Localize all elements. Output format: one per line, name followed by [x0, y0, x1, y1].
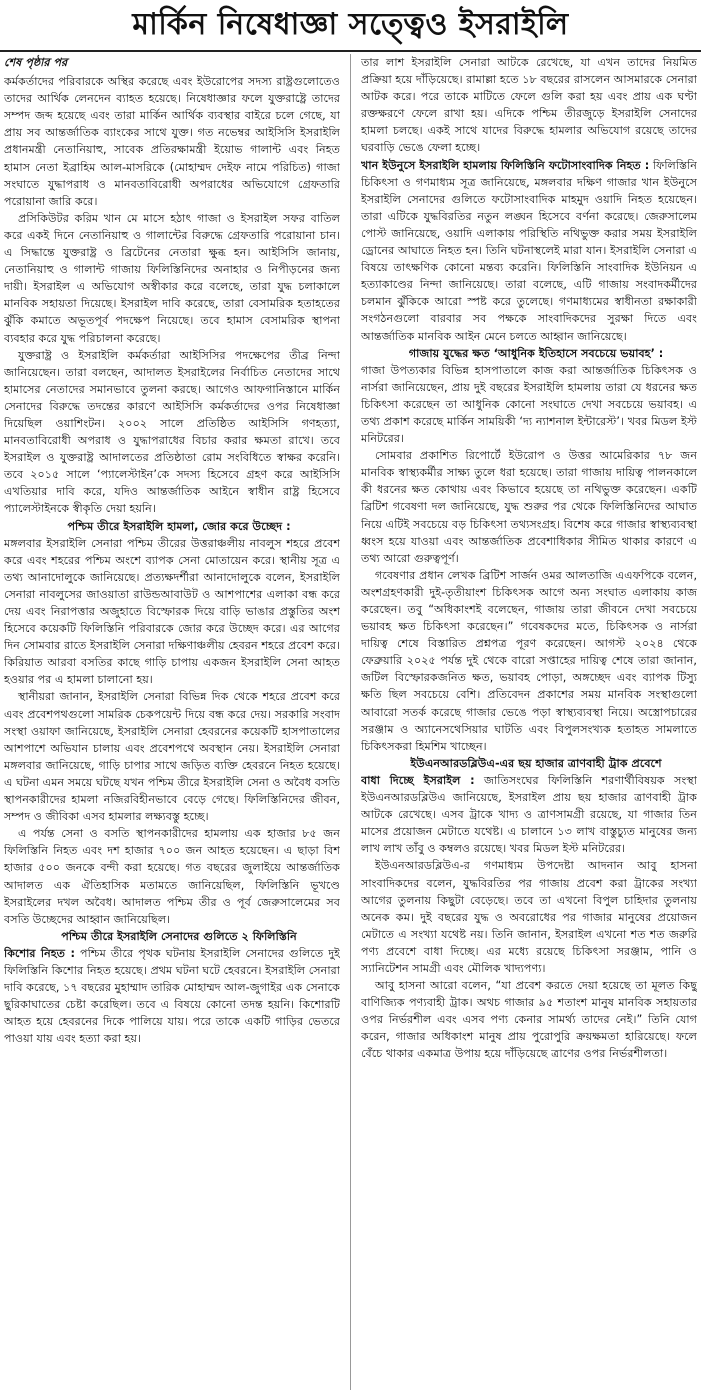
paragraph: গাজা উপত্যকার বিভিন্ন হাসপাতালে কাজ করা আন্তর্জাতিক চিকিৎসক ও নার্সরা জানিয়েছেন, প্রায় দুই বছরের ইসরাইলি হামলায় তারা যে ধরনের ক্ষত চিকিৎসা করেছেন তা আধুনিক কোনো সংঘাতে দেখা সবচেয়ে ভয়াবহ। এ তথ্য প্রকাশ করেছে মার্কিন সাময়িকী ‘দ্য ন্যাশনাল ইন্টারেস্ট’। খবর মিডল ইস্ট মনিটরের।: [361, 363, 697, 446]
paragraph: সোমবার প্রকাশিত রিপোর্টে ইউরোপ ও উত্তর আমেরিকার ৭৮ জন মানবিক স্বাস্থ্যকর্মীর সাক্ষ্য তুলে ধরা হয়েছে। তারা গাজায় দায়িত্ব পালনকালে কী ধরনের ক্ষত কোথায় এবং কিভাবে হয়েছে তা নথিভুক্ত করেছেন। একটি ব্রিটিশ গবেষণা দল জানিয়েছে, যুদ্ধ শুরুর পর থেকে ফিলিস্তিনিদের আঘাত নিয়ে এটিই সবচেয়ে বড় চিকিৎসা তথ্যসংগ্রহ। বিশেষ করে গাজার স্বাস্থ্যব্যবস্থা ধ্বংস হয়ে যাওয়া এবং আন্তর্জাতিক প্রবেশাধিকার সীমিত থাকার কারণে এ তথ্য আরো গুরুত্বপূর্ণ।: [361, 449, 697, 565]
paragraph: তার লাশ ইসরাইলি সেনারা আটকে রেখেছে, যা এখন তাদের নিয়মিত প্রক্রিয়া হয়ে দাঁড়িয়েছে। রামাল্লা হতে ১৮ বছরের রাসলেন আসমারকে সেনারা আটক করে। পরে তাকে মাটিতে ফেলে গুলি করা হয় এবং প্রায় এক ঘণ্টা রক্তক্ষরণে ফেলে রাখা হয়। এদিকে পশ্চিম তীরজুড়ে ইসরাইলি সেনাদের হামলা চলছে। একই সাথে যাদের বিরুদ্ধে হামলার অভিযোগ রয়েছে তাদের ঘরবাড়ি ভেঙে ফেলা হচ্ছে।: [361, 56, 697, 155]
paragraph-text: ফিলিস্তিনি চিকিৎসা ও গণমাধ্যম সূত্র জানিয়েছে, মঙ্গলবার দক্ষিণ গাজার খান ইউনুসে ইসরাইলি সেনাদের গুলিতে ফটোসাংবাদিক মাহমুদ ওয়াদি নিহত হয়েছেন। তারা এটিকে যুদ্ধবিরতির নতুন লঙ্ঘন হিসেবে বর্ণনা করেছে। জেরুসালেম পোস্ট জানিয়েছে, ওয়াদি এলাকায় পরিস্থিতি নথিভুক্ত করার সময় ইসরাইলি ড্রোনের আঘাতে নিহত হন। তিনি ঘটনাস্থলেই মারা যান। ইসরাইলি সেনারা এ বিষয়ে তাৎক্ষণিক কোনো মন্তব্য করেনি। ফিলিস্তিনি সাংবাদিক ইউনিয়ন এ হত্যাকাণ্ডের নিন্দা জানিয়েছে। তারা বলেছে, এটি গাজায় সংবাদকর্মীদের চলমান ঝুঁকিকে আরো স্পষ্ট করে তুলেছে। গণমাধ্যমের স্বাধীনতা রক্ষাকারী সংগঠনগুলো বারবার সব পক্ষকে সাংবাদিকদের সুরক্ষা দিতে এবং আন্তর্জাতিক মানবিক আইন মেনে চলতে আহ্বান জানিয়েছে।: [361, 158, 697, 343]
paragraph: মঙ্গলবার ইসরাইলি সেনারা পশ্চিম তীরের উত্তরাঞ্চলীয় নাবলুস শহরে প্রবেশ করে এবং শহরের পশ্চিম অংশে ব্যাপক সেনা মোতায়েন করে। স্থানীয় সূত্র এ তথ্য আনাদোলুকে জানিয়েছে। প্রত্যক্ষদর্শীরা আনাদোলুকে বলেন, ইসরাইলি সেনারা নাবলুসের জাওয়াতা রাউন্ডআবাউট ও আশপাশের এলাকা বন্ধ করে দেয় এবং নিরাপত্তার অজুহাতে বিস্ফোরক দিয়ে বাড়ি ভাঙার প্রস্তুতির অংশ হিসেবে কয়েকটি ফিলিস্তিনি পরিবারকে জোর করে উচ্ছেদ করে। এর আগের দিন সোমবার রাতে ইসরাইলি সেনারা দক্ষিণাঞ্চলীয় হেবরন শহরে প্রবেশ করে। কিরিয়াত আরবা বসতির কাছে গাড়ি চাপায় একজন ইসরাইলি সেনা আহত হওয়ার পর এ হামলা চালানো হয়।: [4, 536, 340, 687]
subheading: ইউএনআরডব্লিউএ-এর ছয় হাজার ত্রাণবাহী ট্রাক প্রবেশে: [410, 756, 662, 770]
subheading: পশ্চিম তীরে ইসরাইলি হামলা, জোর করে উচ্ছেদ :: [67, 519, 291, 533]
subheading: গাজায় যুদ্ধের ক্ষত ‘আধুনিক ইতিহাসে সবচেয়ে ভয়াবহ’ :: [408, 346, 664, 360]
paragraph: [4, 945, 340, 1048]
subheading-inline: কিশোর নিহত :: [4, 946, 75, 960]
subheading-inline: বাধা দিচ্ছে ইসরাইল :: [361, 773, 475, 787]
paragraph: [361, 772, 697, 857]
right-column: [361, 54, 697, 1392]
paragraph: গবেষণার প্রধান লেখক ব্রিটিশ সার্জন ওমর আলতাজি এএফপিকে বলেন, অংশগ্রহণকারী দুই-তৃতীয়াংশ চিকিৎসক আগে অন্য সংঘাত এলাকায় কাজ করেছেন। তবু “অধিকাংশই বলেছেন, গাজায় তারা জীবনে দেখা সবচেয়ে ভয়াবহ ক্ষত চিকিৎসা করেছেন।” গবেষকদের মতে, চিকিৎসক ও নার্সরা দায়িত্ব শেষে বিস্তারিত প্রশ্নপত্র পূরণ করেছেন। আগস্ট ২০২৪ থেকে ফেব্রুয়ারি ২০২৫ পর্যন্ত দুই থেকে বারো সপ্তাহের দায়িত্ব শেষে তারা জানান, জটিল বিস্ফোরকজনিত ক্ষত, ভয়াবহ পোড়া, অঙ্গচ্ছেদ এবং ব্যাপক টিস্যু ক্ষতি ছিল সবচেয়ে বেশি। প্রতিবেদন প্রকাশের সময় মানবিক সংস্থাগুলো আবারো সতর্ক করেছে গাজার ভেঙে পড়া স্বাস্থ্যব্যবস্থা নিয়ে। অস্ত্রোপচারের সরঞ্জাম ও অ্যানেসথেসিয়ার ঘাটতি এবং বিপুলসংখ্যক হতাহত সামলাতে চিকিৎসকরা হিমশিম খাচ্ছেন।: [361, 568, 697, 753]
paragraph: এ পর্যন্ত সেনা ও বসতি স্থাপনকারীদের হামলায় এক হাজার ৮৫ জন ফিলিস্তিনি নিহত এবং দশ হাজার ৭০০ জন আহত হয়েছেন। এ ছাড়া বিশ হাজার ৫০০ জনকে বন্দী করা হয়েছে। গত বছরের জুলাইয়ে আন্তর্জাতিক আদালত এক ঐতিহাসিক মতামতে জানিয়েছিল, ফিলিস্তিনি ভূখণ্ডে ইসরাইলের দখল অবৈধ। আদালত পশ্চিম তীর ও পূর্ব জেরুসালেমের সব বসতি উচ্ছেদের আহ্বান জানিয়েছিল।: [4, 827, 340, 926]
paragraph: প্রসিকিউটর করিম খান মে মাসে হঠাৎ গাজা ও ইসরাইল সফর বাতিল করে একই দিনে নেতানিয়াহু ও গালান্টের বিরুদ্ধে গ্রেফতারি পরোয়ানা চান। এ সিদ্ধান্তে যুক্তরাষ্ট্র ও ব্রিটেনের নেতারা ক্ষুব্ধ হন। আইসিসি জানায়, নেতানিয়াহু ও গালান্ট গাজায় ফিলিস্তিনিদের অনাহার ও নিপীড়নের জন্য দায়ী। ইসরাইল এ অভিযোগ অস্বীকার করে বলেছে, তারা যুদ্ধ চলাকালে মানবিক সহায়তা দিয়েছে। ইসরাইল দাবি করেছে, তারা বেসামরিক হতাহতের ঝুঁকি কমাতে অভূতপূর্ব পদক্ষেপ নিয়েছে। তবে হামাস বেসামরিক স্থাপনা ব্যবহার করে যুদ্ধ পরিচালনা করেছে।: [4, 211, 340, 345]
paragraph-text: পশ্চিম তীরে পৃথক ঘটনায় ইসরাইলি সেনাদের গুলিতে দুই ফিলিস্তিনি কিশোর নিহত হয়েছে। প্রথম ঘটনা ঘটে হেবরনে। ইসরাইলি সেনারা দাবি করেছে, ১৭ বছরের মুহাম্মাদ তারিক মোহাম্মদ আল-জুগাইর এক সেনাকে ছুরিকাঘাতের চেষ্টা করেছিল। তবে এ বিষয়ে কোনো তদন্ত হয়নি। কিশোরটি আহত হয়ে হেবরনের দিকে পালিয়ে যায়। পরে তাকে একটি গাড়ির ভেতরে পাওয়া যায় এবং হত্যা করা হয়।: [4, 946, 340, 1046]
left-column: [4, 54, 340, 1392]
paragraph: ইউএনআরডব্লিউএ-র গণমাধ্যম উপদেষ্টা আদনান আবু হাসনা সাংবাদিকদের বলেন, যুদ্ধবিরতির পর গাজায় প্রবেশ করা ট্রাকের সংখ্যা আগের তুলনায় কিছুটা বেড়েছে। তবে তা এখনো বিপুল চাহিদার তুলনায় অনেক কম। দুই বছরের যুদ্ধ ও অবরোধের পর গাজার মানুষের প্রয়োজন মেটাতে এ সংখ্যা যথেষ্ট নয়। তিনি জানান, ইসরাইল এখনো শত শত জরুরি পণ্য প্রবেশে বাধা দিচ্ছে। এর মধ্যে রয়েছে চিকিৎসা সরঞ্জাম, পানি ও স্যানিটেশন সামগ্রী এবং মৌলিক খাদ্যপণ্য।: [361, 859, 697, 975]
paragraph: আবু হাসনা আরো বলেন, “যা প্রবেশ করতে দেয়া হয়েছে তা মূলত কিছু বাণিজ্যিক পণ্যবাহী ট্রাক। অথচ গাজার ৯৫ শতাংশ মানুষ মানবিক সহায়তার ওপর নির্ভরশীল এবং এসব পণ্য কেনার সামর্থ্য তাদের নেই।” তিনি যোগ করেন, গাজার অধিকাংশ মানুষ প্রায় পুরোপুরি ক্রয়ক্ষমতা হারিয়েছে। ফলে বেঁচে থাকার একমাত্র উপায় হয়ে দাঁড়িয়েছে ত্রাণের ওপর নির্ভরশীলতা।: [361, 979, 697, 1061]
paragraph-text: জাতিসংঘের ফিলিস্তিনি শরণার্থীবিষয়ক সংস্থা ইউএনআরডব্লিউএ জানিয়েছে, ইসরাইল প্রায় ছয় হাজার ত্রাণবাহী ট্রাক আটকে রেখেছে। এসব ট্রাকে খাদ্য ও ত্রাণসামগ্রী রয়েছে, যা গাজার তিন মাসের প্রয়োজন মেটাতে যথেষ্ট। এ চালানে ১৩ লাখ বাস্তুচ্যুত মানুষের জন্য লাখ লাখ তাঁবু ও কম্বলও রয়েছে। খবর মিডল ইস্ট মনিটরের।: [361, 773, 697, 856]
paragraph: [361, 157, 697, 345]
paragraph: যুক্তরাষ্ট্র ও ইসরাইলি কর্মকর্তারা আইসিসির পদক্ষেপের তীব্র নিন্দা জানিয়েছেন। তারা বলছেন, আদালত ইসরাইলের নির্বাচিত নেতাদের সাথে হামাসের নেতাদের সমানভাবে তুলনা করছে। আগেও আফগানিস্তানে মার্কিন সেনাদের বিরুদ্ধে তদন্তের কারণে আইসিসি কর্মকর্তাদের ওপর নিষেধাজ্ঞা দিয়েছিল ওয়াশিংটন। ২০০২ সালে প্রতিষ্ঠিত আইসিসি গণহত্যা, মানবতাবিরোধী অপরাধ ও যুদ্ধাপরাধের বিচার করার ক্ষমতা রাখে। তবে ইসরাইল ও যুক্তরাষ্ট্র আদালতের প্রতিষ্ঠাতা রোম সংবিধিতে স্বাক্ষর করেনি। তবে ২০১৫ সালে ‘প্যালেস্টাইন’কে সদস্য হিসেবে গ্রহণ করে আইসিসি এখতিয়ার দাবি করে, যদিও আন্তর্জাতিক আইনে স্বাধীন রাষ্ট্র হিসেবে প্যালেস্টাইনকে স্বীকৃতি দেয়া হয়নি।: [4, 348, 340, 516]
continued-from-label: শেষ পৃষ্ঠার পর: [4, 56, 68, 69]
paragraph: স্থানীয়রা জানান, ইসরাইলি সেনারা বিভিন্ন দিক থেকে শহরে প্রবেশ করে এবং প্রবেশপথগুলো সামরিক চেকপয়েন্ট দিয়ে বন্ধ করে দেয়। সরকারি সংবাদ সংস্থা ওয়াফা জানিয়েছে, ইসরাইলি সেনারা হেবরনের কয়েকটি হাসপাতালের আশপাশে অভিযান চালায় এবং প্রবেশপথে অবস্থান নেয়। ইসরাইলি সেনারা মঙ্গলবার জানিয়েছে, গাড়ি চাপার সাথে জড়িত ব্যক্তি হেবরনে নিহত হয়েছে। এ ঘটনা এমন সময়ে ঘটছে যখন পশ্চিম তীরে ইসরাইলি সেনা ও অবৈধ বসতি স্থাপনকারীদের হামলা নজিরবিহীনভাবে বেড়ে গেছে। ফিলিস্তিনিদের জীবন, সম্পদ ও জীবিকা এসব হামলার লক্ষ্যবস্তু হচ্ছে।: [4, 690, 340, 824]
column-divider: [350, 54, 351, 1390]
headline: মার্কিন নিষেধাজ্ঞা সত্ত্বেও ইসরাইলি: [0, 0, 701, 52]
subheading-inline: খান ইউনুসে ইসরাইলি হামলায় ফিলিস্তিনি ফটোসাংবাদিক নিহত :: [361, 158, 650, 172]
paragraph: কর্মকর্তাদের পরিবারকে অস্থির করেছে এবং ইউরোপের সদস্য রাষ্ট্রগুলোতেও তাদের আর্থিক লেনদেন ব্যাহত হয়েছে। নিষেধাজ্ঞার ফলে যুক্তরাষ্ট্রে তাদের সম্পদ জব্দ হয়েছে এবং তারা মার্কিন আর্থিক ব্যবস্থার বাইরে চলে গেছে, যা প্রায় সব আন্তর্জাতিক ব্যাংকের সাথে যুক্ত। গত নভেম্বর আইসিসি ইসরাইলি প্রধানমন্ত্রী নেতানিয়াহু, সাবেক প্রতিরক্ষামন্ত্রী ইয়োভ গালান্ট এবং নিহত হামাস নেতা ইব্রাহিম আল-মাসরিকে (মোহাম্মদ দেইফ নামে পরিচিত) গাজা সংঘাতে যুদ্ধাপরাধ ও মানবতাবিরোধী অপরাধের অভিযোগে গ্রেফতারি পরোয়ানা জারি করে।: [4, 75, 340, 208]
subheading: পশ্চিম তীরে ইসরাইলি সেনাদের গুলিতে ২ ফিলিস্তিনি: [61, 929, 297, 943]
